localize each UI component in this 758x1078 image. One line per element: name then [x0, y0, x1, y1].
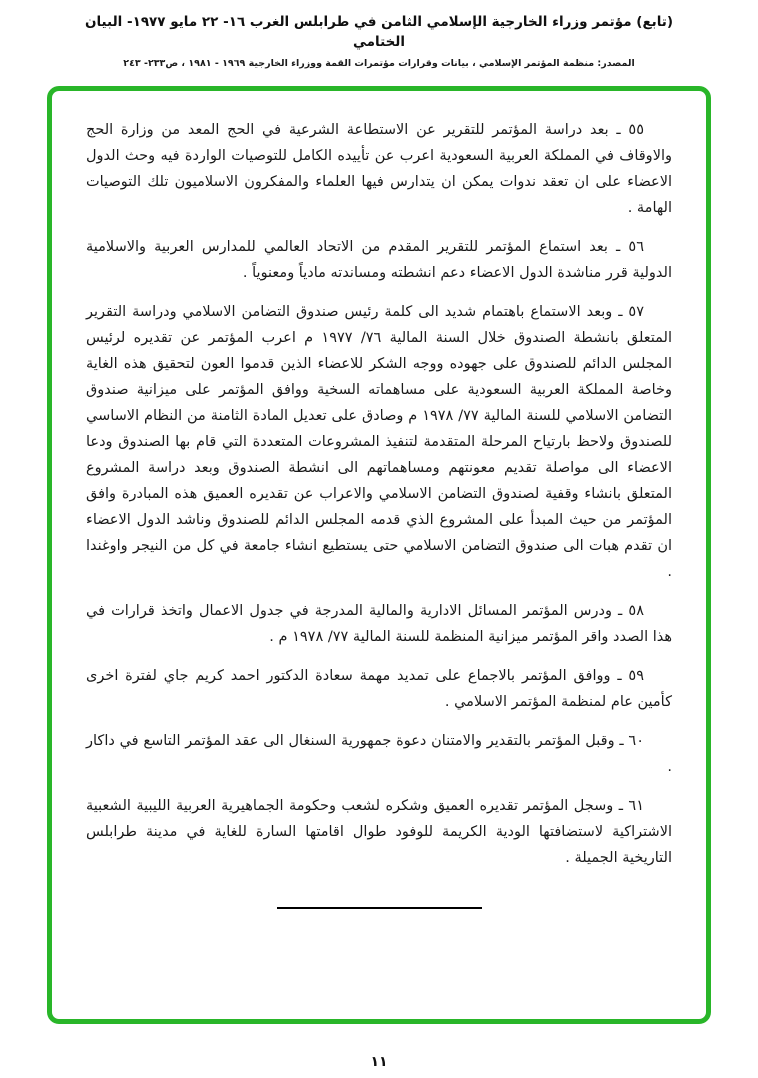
paragraph-list: [86, 117, 672, 871]
document-title: (تابع) مؤتمر وزراء الخارجية الإسلامي الثامن في طرابلس الغرب ١٦- ٢٢ مايو ١٩٧٧- البيان الختامي: [84, 14, 674, 51]
separator-line: [277, 907, 482, 909]
page-number: ١١: [370, 1054, 388, 1070]
paragraph: ٦٠ ـ وقبل المؤتمر بالتقدير والامتنان دعوة جمهورية السنغال الى عقد المؤتمر التاسع في داكار .: [86, 733, 672, 775]
paragraph: ٥٨ ـ ودرس المؤتمر المسائل الادارية والمالية المدرجة في جدول الاعمال واتخذ قرارات في هذا الصدد واقر المؤتمر ميزانية المنظمة للسنة المالية ٧٧/ ١٩٧٨ م .: [86, 603, 672, 645]
content-border-frame: [47, 86, 711, 1024]
paragraph: ٥٧ ـ وبعد الاستماع باهتمام شديد الى كلمة رئيس صندوق التضامن الاسلامي ودراسة التقرير المتعلق بانشطة الصندوق خلال السنة المالية ٧٦/ ١٩٧٧ م اعرب المؤتمر عن تقديره لرئيس المجلس الدائم للصندوق على جهوده ووجه الشكر للاعضاء الذين قدموا العون لتحقيق هذه الغاية وخاصة المملكة العربية السعودية على مساهماته السخية ووافق المؤتمر على ميزانية صندوق التضامن الاسلامي للسنة المالية ٧٧/ ١٩٧٨ م وصادق على تعديل المادة الثامنة من النظام الاساسي للصندوق ولاحظ بارتياح المرحلة المتقدمة لتنفيذ المشروعات المتعددة التي قام بها الصندوق ودعا الاعضاء الى مواصلة تقديم معونتهم ومساهماتهم الى انشطة الصندوق وبعد دراسة المشروع المتعلق بانشاء وقفية لصندوق التضامن الاسلامي والاعراب عن تقديره العميق هذه المبادرة وافق المؤتمر من حيث المبدأ على المشروع الذي قدمه المجلس الدائم للصندوق وناشد الدول الاعضاء ان تقدم هبات الى صندوق التضامن الاسلامي حتى يستطيع انشاء جامعة في كل من النيجر واوغندا .: [86, 304, 673, 580]
paragraph: ٦١ ـ وسجل المؤتمر تقديره العميق وشكره لشعب وحكومة الجماهيرية العربية الليبية الشعبية الاشتراكية لاستضافتها الودية الكريمة للوفود طوال اقامتها السارة للغاية في مدينة طرابلس التاريخية الجميلة .: [86, 798, 672, 866]
paragraph: ٥٥ ـ بعد دراسة المؤتمر للتقرير عن الاستطاعة الشرعية في الحج المعد من وزارة الحج والاوقاف في المملكة العربية السعودية اعرب عن تأييده الكامل للتوصيات الواردة فيه وحث الدول الاعضاء على ان تعقد ندوات يمكن ان يتدارس فيها العلماء والمفكرون الاسلاميون تلك التوصيات الهامة .: [86, 122, 672, 216]
page-header: [0, 12, 758, 69]
paragraph: ٥٦ ـ بعد استماع المؤتمر للتقرير المقدم من الاتحاد العالمي للمدارس العربية والاسلامية الدولية قرر مناشدة الدول الاعضاء دعم انشطته ومساندته مادياً ومعنوياً .: [86, 239, 672, 281]
paragraph: ٥٩ ـ ووافق المؤتمر بالاجماع على تمديد مهمة سعادة الدكتور احمد كريم جاي لفترة اخرى كأمين عام لمنظمة المؤتمر الاسلامي .: [86, 668, 672, 710]
document-body: [86, 117, 672, 909]
document-source-line: المصدر: منظمة المؤتمر الإسلامي ، بيانات وقرارات مؤتمرات القمة ووزراء الخارجية ١٩٦٩ - ١٩٨١ ، ص٢٣٣- ٢٤٣: [123, 57, 635, 69]
